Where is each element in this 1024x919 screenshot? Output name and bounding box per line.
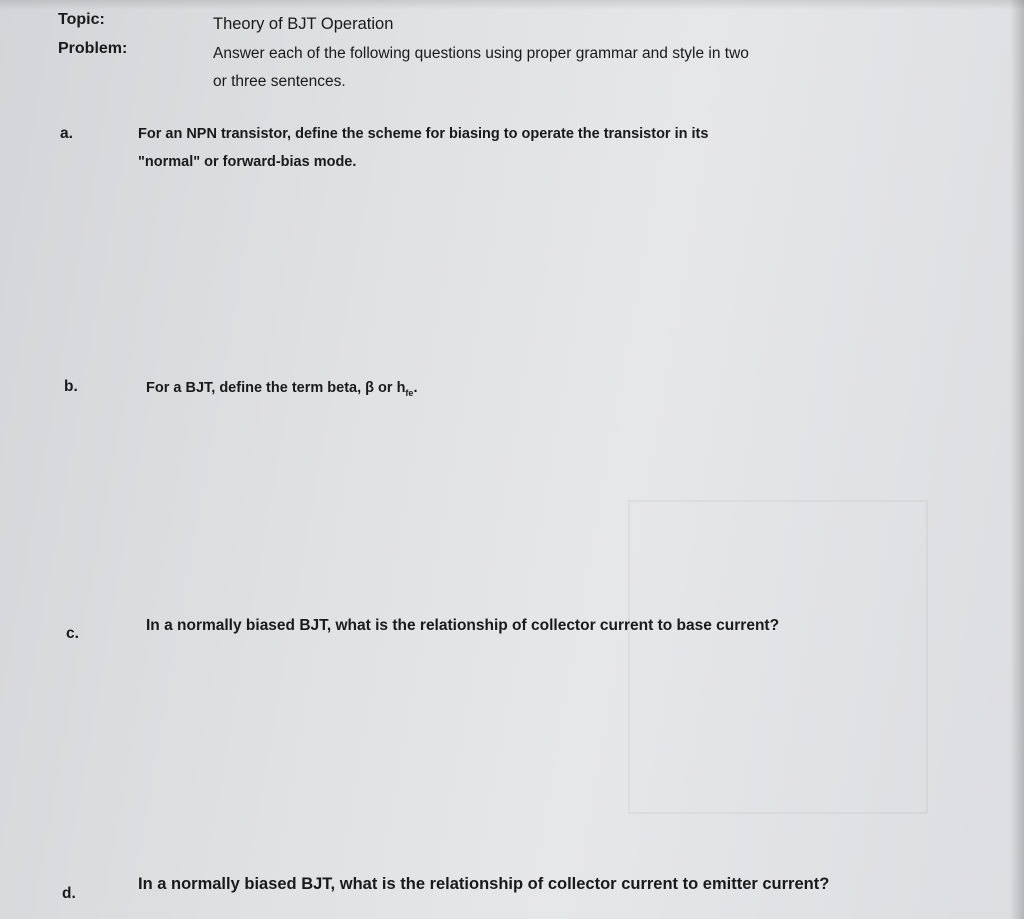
- problem-instructions-line2: or three sentences.: [213, 73, 346, 90]
- right-shadow: [1010, 0, 1024, 919]
- topic-label: Topic:: [58, 11, 105, 28]
- question-a-letter: a.: [60, 125, 73, 142]
- question-c-line1: In a normally biased BJT, what is the relationship of collector current to base current?: [146, 617, 780, 634]
- question-b-suffix: .: [413, 380, 418, 396]
- problem-instructions-line1: Answer each of the following questions using proper grammar and style in two: [213, 45, 749, 62]
- topic-value: Theory of BJT Operation: [213, 15, 394, 33]
- top-shadow: [0, 0, 1024, 10]
- question-b-letter: b.: [64, 378, 78, 395]
- question-b-subscript: fe: [405, 387, 414, 398]
- bleed-through-box: [628, 500, 928, 814]
- question-c-letter: c.: [66, 625, 79, 642]
- question-a-line2: "normal" or forward-bias mode.: [138, 154, 357, 170]
- question-a-line1: For an NPN transistor, define the scheme for biasing to operate the transistor in its: [138, 126, 709, 142]
- question-d-line1: In a normally biased BJT, what is the relationship of collector current to emitter current?: [138, 875, 830, 893]
- problem-label: Problem:: [58, 40, 128, 57]
- question-b-line: For a BJT, define the term beta, β or h: [146, 380, 406, 396]
- question-d-letter: d.: [62, 885, 76, 902]
- question-b-text: [146, 378, 417, 403]
